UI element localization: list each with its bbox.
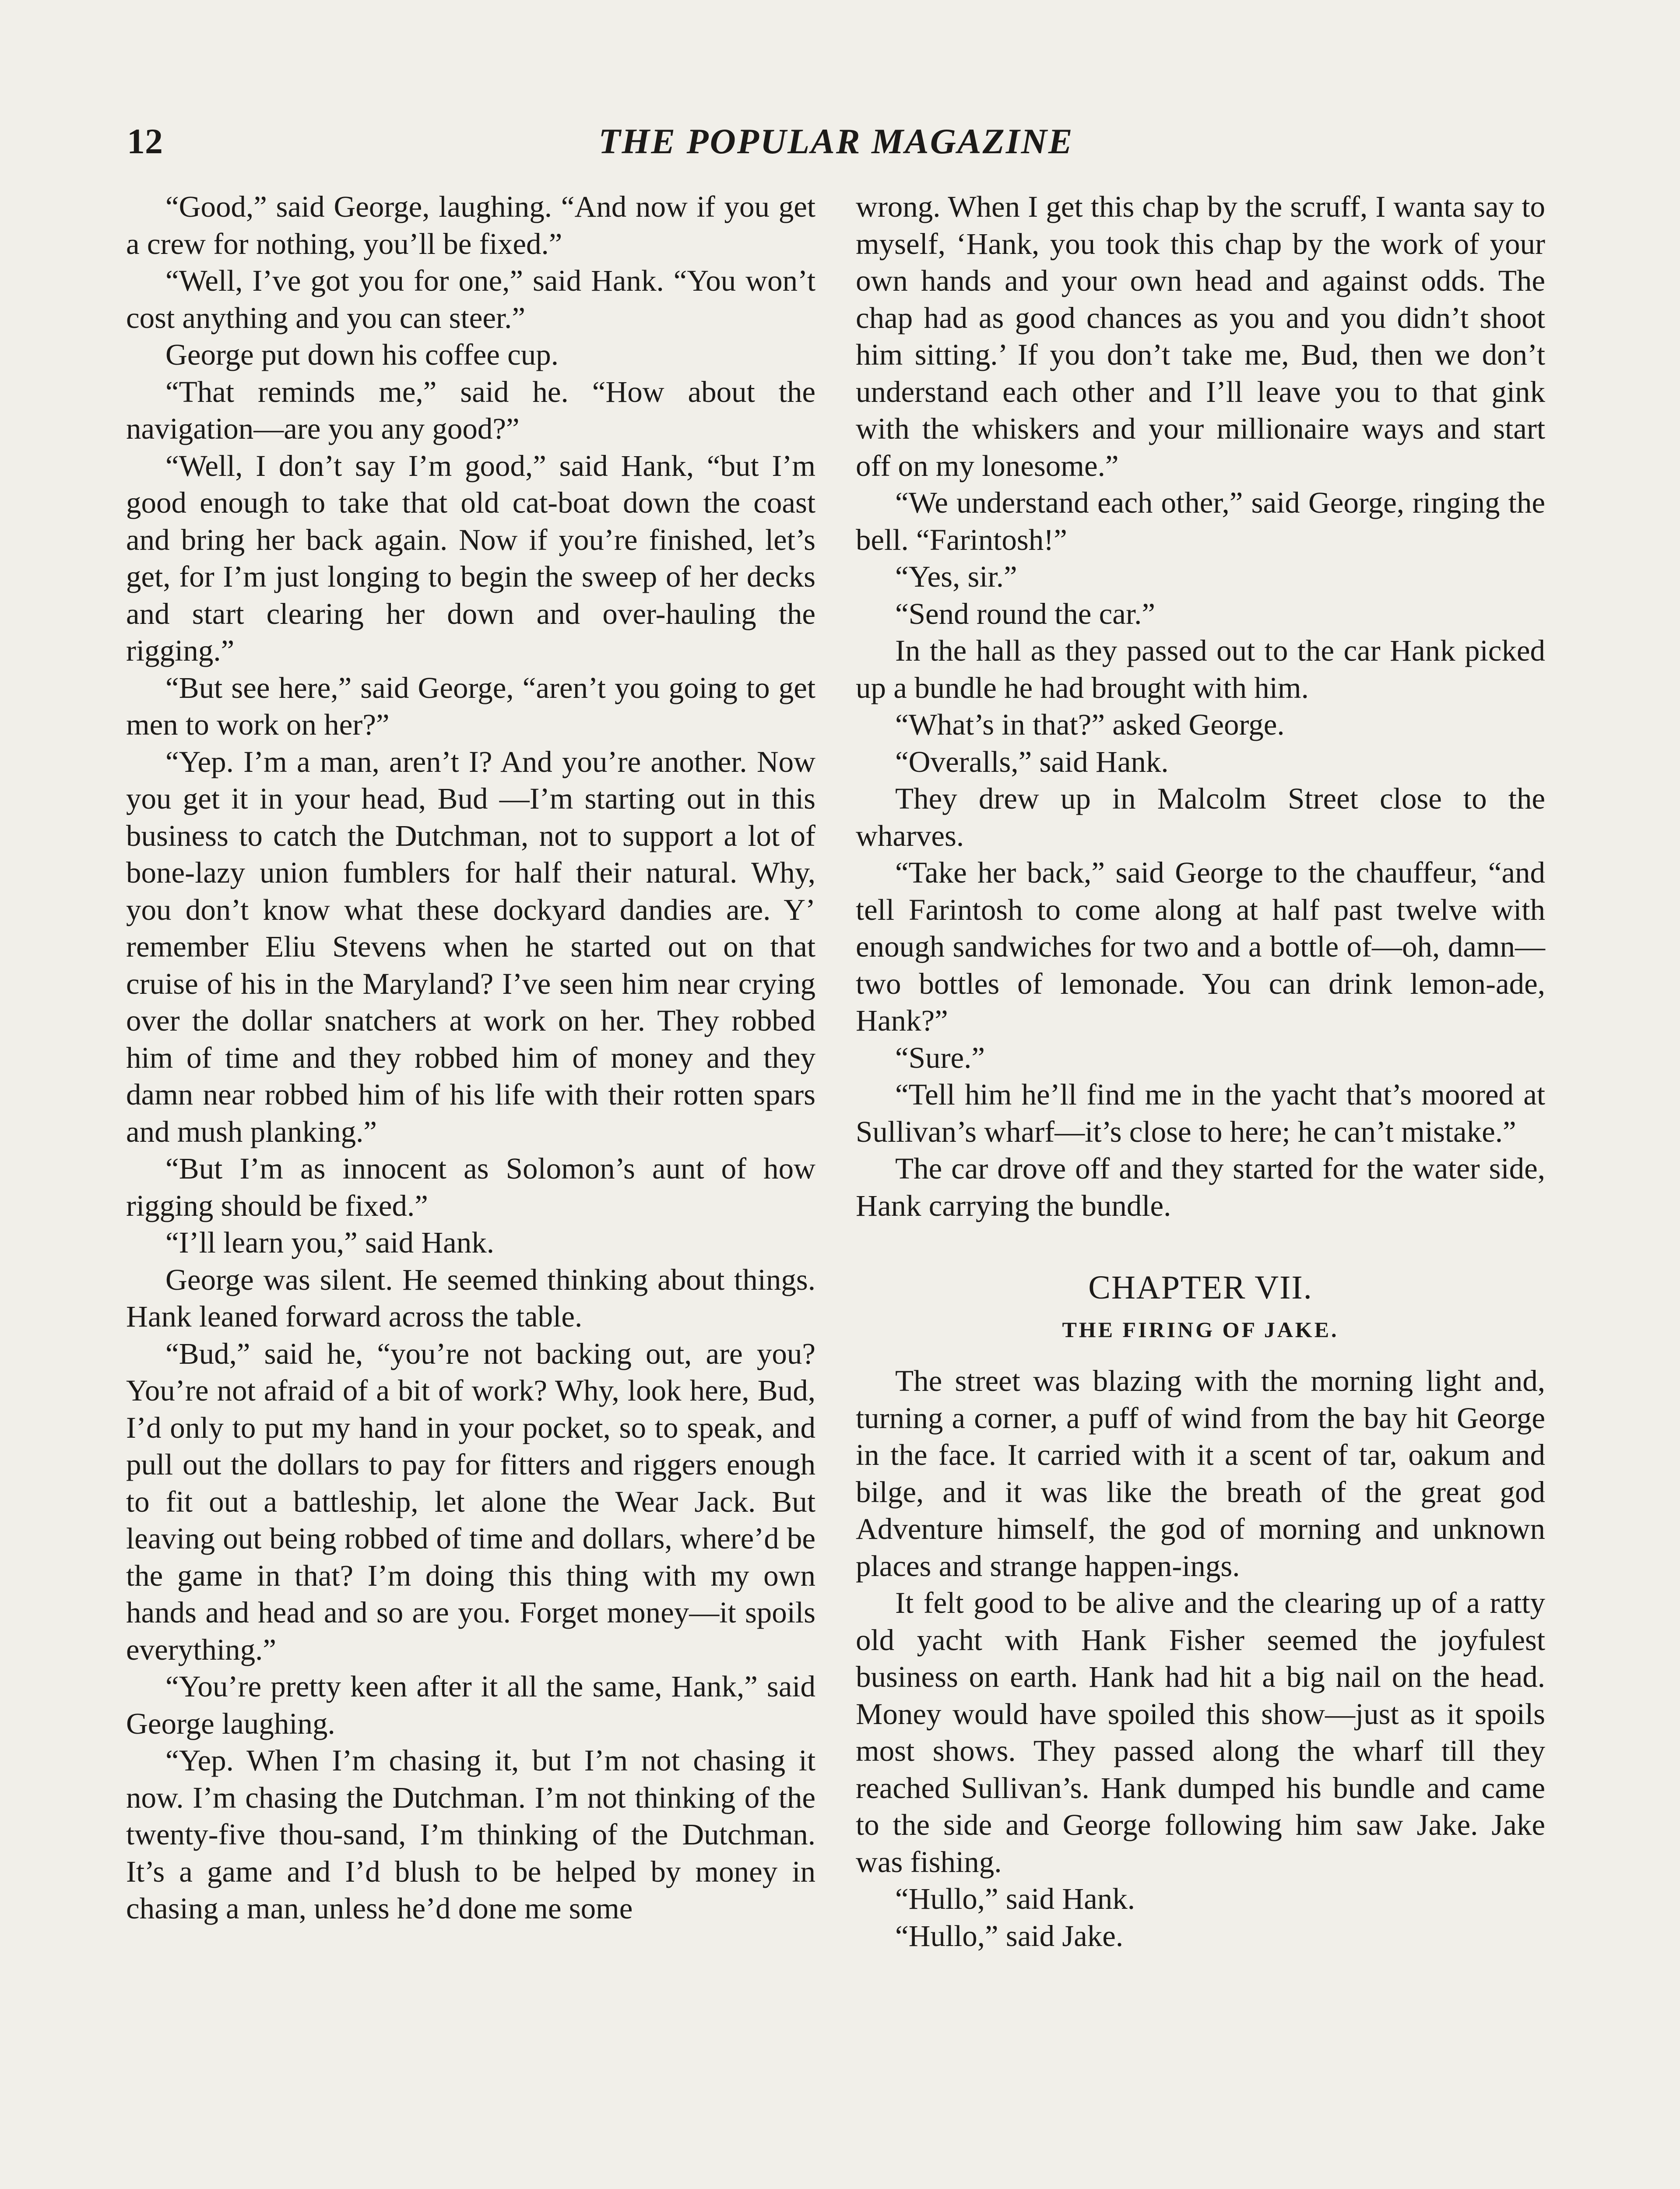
paragraph: “Well, I don’t say I’m good,” said Hank, “but I’m good enough to take that old cat-boat down the coast and bring her back again. Now if you’re finished, let’s get, for I’m just longing to begin the sweep of her decks and start clearing her down and over-hauling the rigging.” — [126, 449, 815, 667]
paragraph: In the hall as they passed out to the car Hank picked up a bundle he had brought with him. — [856, 634, 1545, 704]
page-header — [127, 117, 1545, 165]
paragraph: It felt good to be alive and the clearing up of a ratty old yacht with Hank Fisher seemed the joyfulest business on earth. Hank had hit a big nail on the head. Money would have spoiled this show—just as it spoils most shows. They passed along the wharf till they reached Sullivan’s. Hank dumped his bundle and came to the side and George following him saw Jake. Jake was fishing. — [856, 1586, 1545, 1879]
paragraph: “Yep. When I’m chasing it, but I’m not chasing it now. I’m chasing the Dutchman. I’m not thinking of the twenty-five thou-sand, I’m thinking of the Dutchman. It’s a game and I’d blush to be helped by money in chasing a man, unless he’d done me some — [126, 1744, 815, 1925]
paragraph: “Hullo,” said Jake. — [895, 1919, 1124, 1953]
paragraph: “Hullo,” said Hank. — [895, 1882, 1135, 1915]
paragraph: “Well, I’ve got you for one,” said Hank. “You won’t cost anything and you can steer.” — [126, 264, 815, 334]
paragraph: The car drove off and they started for the water side, Hank carrying the bundle. — [856, 1152, 1545, 1222]
paragraph: “Send round the car.” — [895, 597, 1155, 630]
chapter-subtitle: THE FIRING OF JAKE. — [1062, 1317, 1339, 1342]
paragraph: “That reminds me,” said he. “How about the navigation—are you any good?” — [126, 375, 815, 445]
paragraph: “We understand each other,” said George, ringing the bell. “Farintosh!” — [856, 486, 1545, 556]
paragraph: “Sure.” — [895, 1041, 985, 1074]
page-number: 12 — [127, 121, 163, 161]
paragraph: “Overalls,” said Hank. — [895, 745, 1169, 778]
chapter-title: CHAPTER VII. — [1088, 1269, 1313, 1306]
paragraph: “Tell him he’ll find me in the yacht that’s moored at Sullivan’s wharf—it’s close to here; he can’t mistake.” — [856, 1078, 1545, 1148]
paragraph: George put down his coffee cup. — [165, 338, 559, 371]
running-title: THE POPULAR MAGAZINE — [598, 121, 1074, 161]
paragraph: They drew up in Malcolm Street close to the wharves. — [856, 782, 1545, 852]
paragraph: “Take her back,” said George to the chauffeur, “and tell Farintosh to come along at half past twelve with enough sandwiches for two and a bottle of—oh, damn—two bottles of lemonade. You can drink lemon-ade, Hank?” — [856, 856, 1545, 1037]
paragraph: “I’ll learn you,” said Hank. — [165, 1226, 495, 1259]
paragraph: George was silent. He seemed thinking about things. Hank leaned forward across the table. — [126, 1263, 815, 1333]
paragraph: “Yep. I’m a man, aren’t I? And you’re another. Now you get it in your head, Bud —I’m starting out in this business to catch the Dutchman, not to support a lot of bone-lazy union fumblers for half their natural. Why, you don’t know what these dockyard dandies are. Y’ remember Eliu Stevens when he started out on that cruise of his in the Maryland? I’ve seen him near crying over the dollar snatchers at work on her. They robbed him of time and they robbed him of money and they damn near robbed him of his life with their rotten spars and mush planking.” — [126, 745, 815, 1148]
left-column — [126, 188, 815, 1927]
right-column — [856, 188, 1545, 1954]
paragraph: wrong. When I get this chap by the scruff, I wanta say to myself, ‘Hank, you took this chap by the work of your own hands and your own head and against odds. The chap had as good chances as you and you didn’t shoot him sitting.’ If you don’t take me, Bud, then we don’t understand each other and I’ll leave you to that gink with the whiskers and your millionaire ways and start off on my lonesome.” — [856, 190, 1545, 482]
paragraph: “Bud,” said he, “you’re not backing out, are you? You’re not afraid of a bit of work? Why, look here, Bud, I’d only to put my hand in your pocket, so to speak, and pull out the dollars to pay for fitters and riggers enough to fit out a battleship, let alone the Wear Jack. But leaving out being robbed of time and dollars, where’d be the game in that? I’m doing this thing with my own hands and head and so are you. Forget money—it spoils everything.” — [126, 1337, 815, 1666]
paragraph: “What’s in that?” asked George. — [895, 708, 1285, 741]
paragraph: “You’re pretty keen after it all the same, Hank,” said George laughing. — [126, 1670, 815, 1740]
paragraph: “But I’m as innocent as Solomon’s aunt of how rigging should be fixed.” — [126, 1152, 815, 1222]
paragraph: “Good,” said George, laughing. “And now if you get a crew for nothing, you’ll be fixed.” — [126, 190, 815, 260]
paragraph: “Yes, sir.” — [895, 560, 1017, 593]
paragraph: “But see here,” said George, “aren’t you going to get men to work on her?” — [126, 671, 815, 741]
paragraph: The street was blazing with the morning light and, turning a corner, a puff of wind from the bay hit George in the face. It carried with it a scent of tar, oakum and bilge, and it was like the breath of the great god Adventure himself, the god of morning and unknown places and strange happen-ings. — [856, 1364, 1545, 1583]
